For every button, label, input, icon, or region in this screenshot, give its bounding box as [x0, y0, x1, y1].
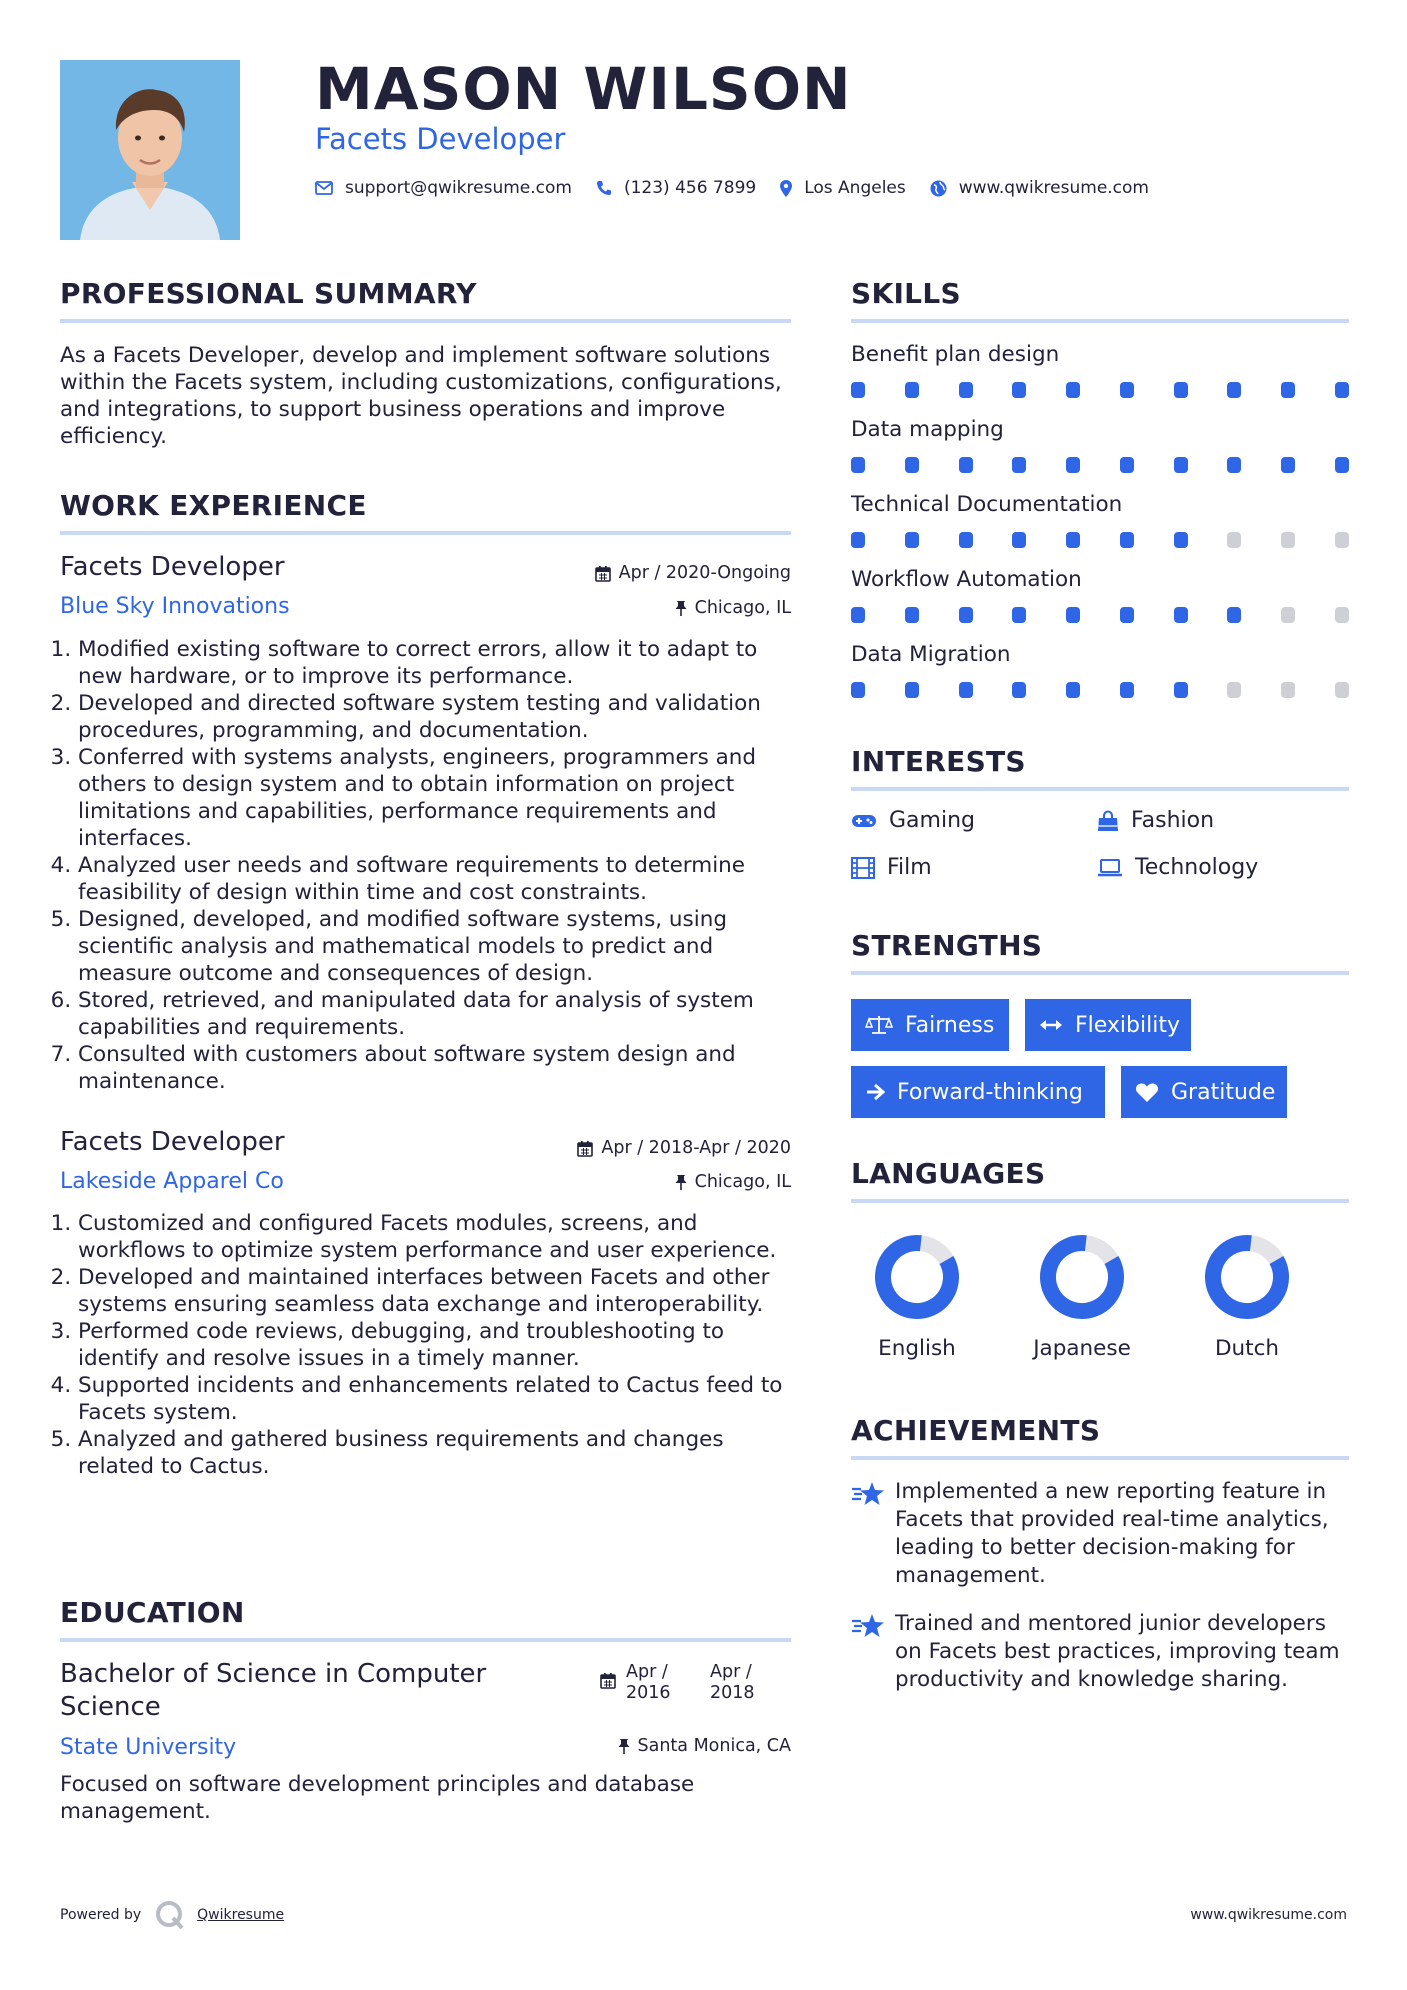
gamepad-icon	[851, 813, 877, 829]
skill-dot-filled	[905, 457, 919, 473]
skill-dot-empty	[1227, 532, 1241, 548]
skill-dot-empty	[1335, 607, 1349, 623]
contact-phone[interactable]	[596, 178, 756, 198]
achievement-1-text: Implemented a new reporting feature in Facets that provided real-time analytics, leading to better decision-making for management.	[895, 1479, 1329, 1588]
achievement-1	[851, 1478, 1351, 1590]
achievements-divider	[851, 1456, 1349, 1460]
interests-heading: INTERESTS	[851, 745, 1026, 778]
gauge-fill	[872, 1232, 962, 1322]
skill-dot-filled	[1174, 607, 1188, 623]
education-divider	[60, 1638, 791, 1642]
location-text: Los Angeles	[804, 178, 906, 198]
strength-forward-thinking	[851, 1066, 1105, 1118]
skill-dot-filled	[1012, 457, 1026, 473]
language-label: English	[878, 1336, 956, 1361]
education-heading: EDUCATION	[60, 1596, 245, 1629]
language-english	[852, 1232, 982, 1361]
skill-dot-filled	[851, 457, 865, 473]
map-pin-icon	[780, 180, 792, 197]
skill-name: Workflow Automation	[851, 567, 1082, 592]
education-school: State University	[60, 1735, 237, 1760]
phone-icon	[596, 180, 612, 196]
interest-gaming	[851, 808, 975, 833]
qwikresume-logo-icon	[155, 1900, 185, 1930]
interest-fashion-label: Fashion	[1131, 808, 1215, 833]
arrows-horizontal-icon	[1039, 1018, 1063, 1032]
skill-dot-filled	[1012, 607, 1026, 623]
language-gauge	[1202, 1232, 1292, 1322]
language-japanese	[1017, 1232, 1147, 1361]
achievement-2-text: Trained and mentored junior developers on Facets best practices, improving team productivity and knowledge sharing.	[895, 1611, 1340, 1692]
skill-dot-filled	[1012, 532, 1026, 548]
list-item: 1. Modified existing software to correct errors, allow it to adapt to new hardware, or to improve its performance.	[78, 636, 800, 690]
interest-film-label: Film	[887, 855, 932, 880]
job-2-location	[675, 1172, 791, 1192]
skill-dot-filled	[1012, 682, 1026, 698]
gauge-fill	[1202, 1232, 1292, 1322]
strength-forward-thinking-label: Forward-thinking	[897, 1079, 1083, 1105]
job-1-dates-text: Apr / 2020-Ongoing	[618, 563, 791, 583]
skill-dot-filled	[1120, 607, 1134, 623]
skill-dot-filled	[1120, 532, 1134, 548]
pushpin-icon	[675, 1174, 687, 1190]
candidate-name: MASON WILSON	[315, 55, 852, 123]
skill-dot-filled	[905, 532, 919, 548]
job-2-company: Lakeside Apparel Co	[60, 1169, 284, 1194]
skill-dot-filled	[1120, 457, 1134, 473]
website-text: www.qwikresume.com	[958, 178, 1149, 198]
strengths-heading: STRENGTHS	[851, 929, 1043, 962]
skill-name: Benefit plan design	[851, 342, 1060, 367]
education-description: Focused on software development principles and database management.	[60, 1772, 695, 1824]
interest-fashion	[1097, 808, 1214, 833]
skill-dot-empty	[1335, 682, 1349, 698]
skill-dot-filled	[851, 382, 865, 398]
skill-dot-filled	[1281, 457, 1295, 473]
laptop-icon	[1097, 859, 1123, 877]
interest-technology-label: Technology	[1135, 855, 1259, 880]
strength-flexibility-label: Flexibility	[1075, 1012, 1180, 1038]
skill-dot-filled	[1281, 382, 1295, 398]
skill-dot-filled	[1174, 382, 1188, 398]
list-item: 3. Performed code reviews, debugging, and troubleshooting to identify and resolve issues in a timely manner.	[78, 1318, 800, 1372]
skill-dot-filled	[1066, 532, 1080, 548]
skills-heading: SKILLS	[851, 277, 961, 310]
skill-dot-filled	[851, 532, 865, 548]
skill-dot-empty	[1281, 532, 1295, 548]
skill-dot-filled	[1227, 382, 1241, 398]
heart-icon	[1135, 1082, 1159, 1103]
calendar-icon	[577, 1140, 593, 1157]
skill-dot-filled	[1066, 382, 1080, 398]
education-degree: Bachelor of Science in Computer Science	[60, 1659, 487, 1722]
strength-gratitude	[1121, 1066, 1287, 1118]
skill-rating	[851, 682, 1349, 698]
achievements-heading: ACHIEVEMENTS	[851, 1414, 1101, 1447]
education-location	[618, 1736, 792, 1756]
contact-location	[780, 178, 906, 198]
contact-email[interactable]	[315, 178, 572, 198]
skill-name: Data mapping	[851, 417, 1004, 442]
pushpin-icon	[675, 600, 687, 616]
calendar-icon	[595, 565, 611, 582]
skill-dot-empty	[1335, 532, 1349, 548]
skill-rating	[851, 607, 1349, 623]
powered-by-text: Powered by	[60, 1907, 142, 1923]
strength-fairness-label: Fairness	[905, 1012, 995, 1038]
arrow-right-icon	[865, 1083, 885, 1101]
contact-website[interactable]	[930, 178, 1149, 198]
skill-dot-filled	[959, 682, 973, 698]
interest-gaming-label: Gaming	[889, 808, 975, 833]
globe-icon	[930, 180, 947, 197]
skill-name: Data Migration	[851, 642, 1011, 667]
pushpin-icon	[618, 1738, 630, 1754]
summary-divider	[60, 319, 791, 323]
skill-dot-filled	[959, 382, 973, 398]
job-1-title: Facets Developer	[60, 552, 285, 582]
qwikresume-link[interactable]: Qwikresume	[197, 1907, 285, 1923]
footer-powered-by	[60, 1900, 284, 1930]
contact-bar	[315, 178, 1173, 198]
job-2-dates	[577, 1138, 791, 1158]
job-2-title: Facets Developer	[60, 1127, 285, 1157]
skill-dot-filled	[1335, 457, 1349, 473]
list-item: 5. Analyzed and gathered business requirements and changes related to Cactus.	[78, 1426, 800, 1480]
strength-gratitude-label: Gratitude	[1171, 1079, 1276, 1105]
footer-website[interactable]: www.qwikresume.com	[1190, 1907, 1347, 1923]
skill-dot-filled	[1227, 457, 1241, 473]
skill-name: Technical Documentation	[851, 492, 1123, 517]
star-icon	[851, 1478, 895, 1590]
skill-dot-filled	[905, 607, 919, 623]
skills-divider	[851, 319, 1349, 323]
skill-dot-filled	[1174, 532, 1188, 548]
job-1-bullets	[60, 636, 800, 1095]
gauge-fill	[1037, 1232, 1127, 1322]
job-1-location	[675, 598, 791, 618]
language-label: Dutch	[1214, 1336, 1280, 1361]
skill-dot-filled	[959, 532, 973, 548]
language-gauge	[872, 1232, 962, 1322]
skill-dot-filled	[1066, 457, 1080, 473]
language-gauge	[1037, 1232, 1127, 1322]
list-item: 4. Supported incidents and enhancements related to Cactus feed to Facets system.	[78, 1372, 800, 1426]
achievement-2	[851, 1610, 1351, 1694]
skill-dot-filled	[1174, 682, 1188, 698]
summary-heading: PROFESSIONAL SUMMARY	[60, 277, 477, 310]
work-divider	[60, 531, 791, 535]
profile-photo	[60, 60, 240, 240]
job-2-location-text: Chicago, IL	[694, 1172, 791, 1192]
skill-dot-filled	[959, 607, 973, 623]
skill-dot-empty	[1281, 682, 1295, 698]
job-2-dates-text: Apr / 2018-Apr / 2020	[601, 1138, 791, 1158]
phone-text: (123) 456 7899	[623, 178, 757, 198]
skill-dot-filled	[1174, 457, 1188, 473]
list-item: 4. Analyzed user needs and software requirements to determine feasibility of design within time and cost constraints.	[78, 852, 800, 906]
list-item: 7. Consulted with customers about software system design and maintenance.	[78, 1041, 800, 1095]
balance-scale-icon	[865, 1014, 893, 1036]
strength-fairness	[851, 999, 1009, 1051]
skill-dot-filled	[905, 682, 919, 698]
work-heading: WORK EXPERIENCE	[60, 489, 367, 522]
strengths-divider	[851, 971, 1349, 975]
education-date-end: Apr / 2018	[710, 1662, 755, 1703]
candidate-title: Facets Developer	[315, 122, 566, 156]
skill-dot-filled	[959, 457, 973, 473]
list-item: 2. Developed and directed software system testing and validation procedures, programming, and documentation.	[78, 690, 800, 744]
interest-technology	[1097, 855, 1258, 880]
strength-flexibility	[1025, 999, 1191, 1051]
language-label: Japanese	[1033, 1336, 1131, 1361]
interests-divider	[851, 787, 1349, 791]
skill-rating	[851, 457, 1349, 473]
skill-dot-filled	[1120, 682, 1134, 698]
language-dutch	[1182, 1232, 1312, 1361]
job-1-location-text: Chicago, IL	[694, 598, 791, 618]
calendar-icon	[600, 1672, 616, 1704]
film-icon	[851, 857, 875, 879]
summary-text: As a Facets Developer, develop and implement software solutions within the Facets system, including customizations, configurations, and integrations, to support business operations and improve efficiency.	[60, 343, 782, 449]
list-item: 5. Designed, developed, and modified software systems, using scientific analysis and mathematical models to predict and measure outcome and consequences of design.	[78, 906, 800, 987]
email-text: support@qwikresume.com	[345, 178, 572, 198]
skill-dot-filled	[1066, 682, 1080, 698]
star-icon	[851, 1610, 895, 1694]
skill-rating	[851, 532, 1349, 548]
skill-dot-filled	[1120, 382, 1134, 398]
shopping-bag-icon	[1097, 810, 1119, 832]
languages-divider	[851, 1199, 1349, 1203]
list-item: 2. Developed and maintained interfaces between Facets and other systems ensuring seamless data exchange and interoperability.	[78, 1264, 800, 1318]
envelope-icon	[315, 181, 333, 195]
list-item: 1. Customized and configured Facets modules, screens, and workflows to optimize system performance and user experience.	[78, 1210, 800, 1264]
skill-dot-filled	[851, 607, 865, 623]
job-1-dates	[595, 563, 791, 583]
skill-dot-filled	[1066, 607, 1080, 623]
job-2-bullets	[60, 1210, 800, 1480]
skill-dot-filled	[1335, 382, 1349, 398]
languages-heading: LANGUAGES	[851, 1157, 1046, 1190]
skill-dot-filled	[905, 382, 919, 398]
education-dates	[600, 1662, 770, 1704]
skill-dot-filled	[851, 682, 865, 698]
skill-rating	[851, 382, 1349, 398]
skill-dot-filled	[1012, 382, 1026, 398]
education-date-start: Apr / 2016	[626, 1662, 671, 1703]
education-location-text: Santa Monica, CA	[637, 1736, 791, 1756]
skill-dot-empty	[1281, 607, 1295, 623]
skill-dot-empty	[1227, 682, 1241, 698]
job-1-company: Blue Sky Innovations	[60, 594, 290, 619]
list-item: 6. Stored, retrieved, and manipulated data for analysis of system capabilities and requirements.	[78, 987, 800, 1041]
interest-film	[851, 855, 932, 880]
skill-dot-filled	[1227, 607, 1241, 623]
list-item: 3. Conferred with systems analysts, engineers, programmers and others to design system and to obtain information on project limitations and capabilities, performance requirements and interfaces.	[78, 744, 800, 852]
